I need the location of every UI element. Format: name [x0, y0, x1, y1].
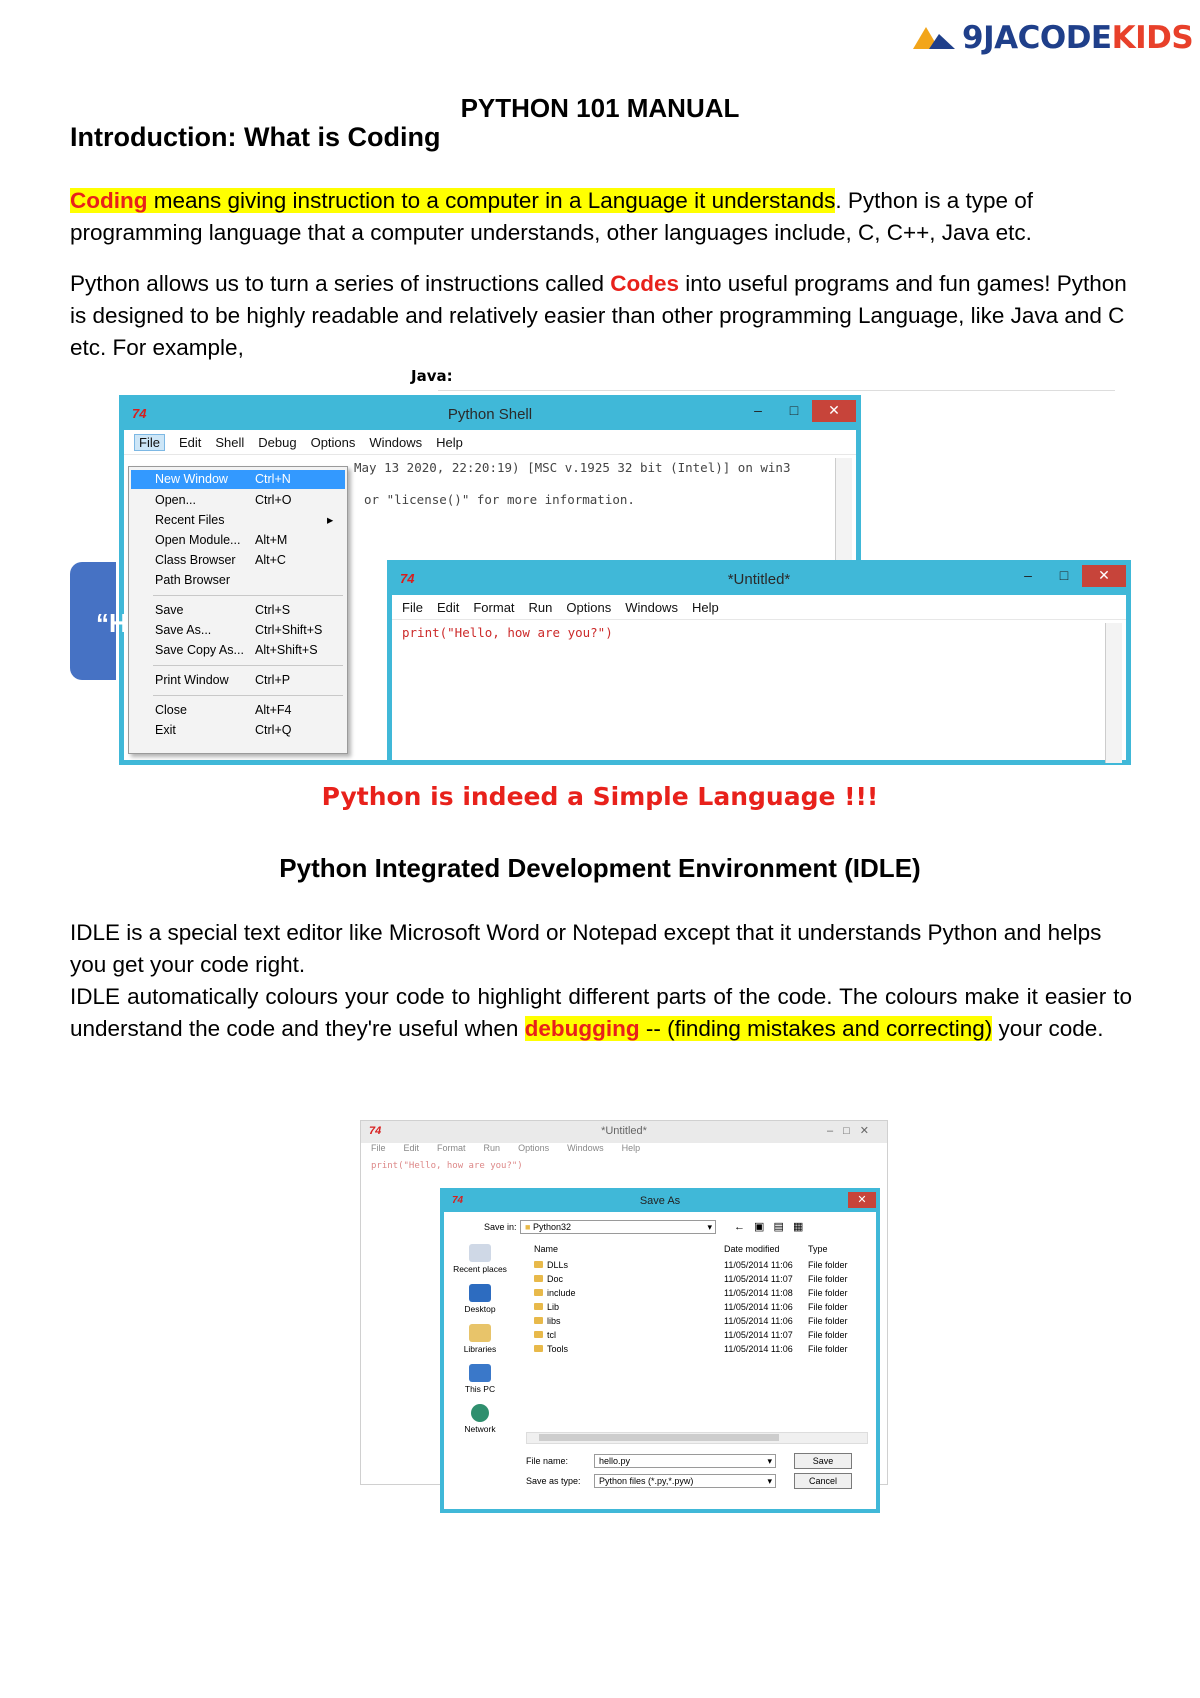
- editor-menubar: [361, 1143, 887, 1157]
- editor-titlebar: [392, 565, 1126, 595]
- editor-code-line[interactable]: print("Hello, how are you?"): [402, 625, 613, 640]
- save-as-type-select[interactable]: Python files (*.py,*.pyw) ▾: [594, 1474, 776, 1488]
- close-button[interactable]: ✕: [812, 400, 856, 422]
- window-controls: –□✕: [827, 1125, 879, 1137]
- shell-title: Python Shell: [447, 406, 533, 423]
- paragraph-idle-description: IDLE is a special text editor like Microsoft Word or Notepad except that it understands Python and helps you get your code right.: [70, 920, 1102, 977]
- menu-item-recent-files[interactable]: Recent Files ▸: [155, 513, 334, 527]
- quote-callout: “H: [70, 562, 116, 680]
- python-idle-icon: 74: [369, 1125, 382, 1137]
- chevron-down-icon: ▾: [767, 1476, 772, 1486]
- file-row[interactable]: DLLs 11/05/2014 11:06 File folder: [526, 1260, 856, 1274]
- dialog-title: Save As: [639, 1195, 681, 1207]
- logo-mark-icon: [912, 25, 956, 51]
- menu-item-close[interactable]: Close Alt+F4: [155, 703, 292, 717]
- menu-item-save-as[interactable]: Save As... Ctrl+Shift+S: [155, 623, 323, 637]
- column-type[interactable]: Type: [808, 1244, 828, 1254]
- menu-item-open-module[interactable]: Open Module... Alt+M: [155, 533, 288, 547]
- file-name-input[interactable]: hello.py ▾: [594, 1454, 776, 1468]
- editor-title: *Untitled*: [601, 1125, 647, 1137]
- menu-windows[interactable]: Windows: [567, 1143, 604, 1153]
- maximize-button[interactable]: □: [1059, 567, 1069, 583]
- brand-logo: [912, 20, 1193, 56]
- menu-file[interactable]: File: [134, 434, 165, 451]
- menu-edit[interactable]: Edit: [178, 434, 202, 450]
- paragraph-idle-colours: IDLE automatically colours your code to highlight different parts of the code. The colours make it easier to understand the code and they're useful when debugging -- (finding mistakes and correcting) your code.: [70, 984, 1132, 1041]
- file-row[interactable]: Doc 11/05/2014 11:07 File folder: [526, 1274, 856, 1288]
- save-in-select[interactable]: ■ Python32 ▾: [520, 1220, 716, 1234]
- nav-this-pc[interactable]: This PC: [450, 1364, 510, 1394]
- minimize-button[interactable]: –: [754, 402, 762, 418]
- scrollbar-thumb[interactable]: [539, 1434, 779, 1441]
- save-as-type-label: Save as type:: [526, 1476, 581, 1486]
- folder-toolbar-icons[interactable]: ← ▣ ▤ ▦: [734, 1221, 807, 1233]
- window-controls: [1010, 565, 1126, 587]
- paragraph-python-intro: Python allows us to turn a series of instructions called Codes into useful programs and fun games! Python is designed to be highly readable and relatively easier than other programming Language, like Java and C etc. For example,: [70, 271, 1127, 360]
- menu-item-save-copy-as[interactable]: Save Copy As... Alt+Shift+S: [155, 643, 318, 657]
- file-menu-dropdown: [128, 466, 348, 754]
- menu-help[interactable]: Help: [436, 434, 463, 450]
- menu-run[interactable]: Run: [528, 599, 553, 615]
- file-row[interactable]: Lib 11/05/2014 11:06 File folder: [526, 1302, 856, 1316]
- editor-titlebar: [361, 1121, 887, 1143]
- menu-help[interactable]: Help: [621, 1143, 641, 1153]
- file-name-label: File name:: [526, 1456, 569, 1466]
- menu-item-print-window[interactable]: Print Window Ctrl+P: [155, 673, 291, 687]
- chevron-down-icon: ▾: [767, 1456, 772, 1466]
- column-name[interactable]: Name: [534, 1244, 559, 1254]
- untitled-editor-window: [387, 560, 1131, 765]
- cancel-button[interactable]: Cancel: [794, 1473, 852, 1489]
- minimize-button[interactable]: –: [1024, 567, 1032, 583]
- menu-edit[interactable]: Edit: [403, 1143, 420, 1153]
- file-row[interactable]: include 11/05/2014 11:08 File folder: [526, 1288, 856, 1302]
- document-title: PYTHON 101 MANUAL: [460, 93, 740, 123]
- menu-separator: [153, 595, 343, 596]
- file-row[interactable]: libs 11/05/2014 11:06 File folder: [526, 1316, 856, 1330]
- highlight-coding: Coding: [70, 188, 148, 213]
- window-controls: [740, 400, 856, 422]
- desktop-icon: [469, 1284, 491, 1302]
- menu-windows[interactable]: Windows: [369, 434, 423, 450]
- nav-libraries[interactable]: Libraries: [450, 1324, 510, 1354]
- menu-windows[interactable]: Windows: [625, 599, 678, 615]
- editor-code-line[interactable]: print("Hello, how are you?"): [371, 1161, 523, 1171]
- save-as-screenshot: [360, 1120, 888, 1485]
- menu-file[interactable]: File: [371, 1143, 386, 1153]
- paragraph-coding-definition: Coding means giving instruction to a computer in a Language it understands. Python is a type of programming language that a computer understands, other languages include, C, C++, Java etc.: [70, 188, 1034, 245]
- nav-recent-places[interactable]: Recent places: [450, 1244, 510, 1274]
- save-in-label: Save in:: [484, 1222, 517, 1232]
- menu-options[interactable]: Options: [518, 1143, 550, 1153]
- logo-text: 9JACODEKIDS: [962, 20, 1194, 56]
- file-row[interactable]: Tools 11/05/2014 11:06 File folder: [526, 1344, 856, 1358]
- menu-item-save[interactable]: Save Ctrl+S: [155, 603, 291, 617]
- emphasis-codes: Codes: [610, 271, 680, 296]
- intro-heading: Introduction: What is Coding: [70, 122, 441, 152]
- menu-item-new-window[interactable]: New Window Ctrl+N: [131, 470, 345, 489]
- shell-scrollbar[interactable]: [835, 458, 852, 568]
- menu-shell[interactable]: Shell: [215, 434, 245, 450]
- menu-options[interactable]: Options: [310, 434, 356, 450]
- close-button[interactable]: ✕: [848, 1192, 876, 1208]
- menu-format[interactable]: Format: [473, 599, 515, 615]
- emphasis-debugging: debugging: [524, 1016, 640, 1041]
- dialog-titlebar: [444, 1192, 876, 1212]
- libraries-icon: [469, 1324, 491, 1342]
- horizontal-scrollbar[interactable]: [526, 1432, 868, 1444]
- menu-separator: [153, 695, 343, 696]
- menu-options[interactable]: Options: [566, 599, 612, 615]
- idle-heading: Python Integrated Development Environment (IDLE): [279, 853, 921, 883]
- editor-menubar: [392, 595, 1126, 620]
- menu-item-exit[interactable]: Exit Ctrl+Q: [155, 723, 292, 737]
- menu-file[interactable]: File: [402, 599, 423, 615]
- shell-output-line-2: or "license()" for more information.: [364, 492, 635, 507]
- menu-item-open[interactable]: Open... Ctrl+O: [155, 493, 292, 507]
- computer-icon: [469, 1364, 491, 1382]
- shell-output-line-1: May 13 2020, 22:20:19) [MSC v.1925 32 bit (Intel)] on win3: [354, 460, 791, 475]
- shell-menubar: [124, 430, 856, 455]
- chevron-down-icon: ▾: [707, 1222, 712, 1232]
- editor-title: *Untitled*: [727, 571, 791, 588]
- nav-network[interactable]: Network: [450, 1404, 510, 1434]
- python-idle-icon: 74: [452, 1195, 464, 1206]
- menu-format[interactable]: Format: [437, 1143, 466, 1153]
- menu-item-class-browser[interactable]: Class Browser Alt+C: [155, 553, 286, 567]
- menu-help[interactable]: Help: [691, 599, 719, 615]
- save-button[interactable]: Save: [794, 1453, 852, 1469]
- menu-edit[interactable]: Edit: [436, 599, 460, 615]
- recent-places-icon: [469, 1244, 491, 1262]
- python-idle-icon: 74: [400, 571, 415, 586]
- close-button[interactable]: ✕: [1082, 565, 1126, 587]
- menu-run[interactable]: Run: [483, 1143, 501, 1153]
- menu-item-path-browser[interactable]: Path Browser: [155, 573, 231, 587]
- file-row[interactable]: tcl 11/05/2014 11:07 File folder: [526, 1330, 856, 1344]
- column-date-modified[interactable]: Date modified: [724, 1244, 780, 1254]
- network-icon: [471, 1404, 489, 1422]
- menu-debug[interactable]: Debug: [258, 434, 297, 450]
- shell-titlebar: [124, 400, 856, 430]
- caption-simple-language: Python is indeed a Simple Language !!!: [321, 782, 879, 811]
- menu-separator: [153, 665, 343, 666]
- editor-scrollbar[interactable]: [1105, 623, 1122, 763]
- divider: [438, 390, 1115, 391]
- nav-desktop[interactable]: Desktop: [450, 1284, 510, 1314]
- maximize-button[interactable]: □: [789, 402, 799, 418]
- python-idle-icon: 74: [132, 406, 147, 421]
- java-label: Java:: [411, 367, 453, 385]
- save-as-dialog: [440, 1188, 880, 1513]
